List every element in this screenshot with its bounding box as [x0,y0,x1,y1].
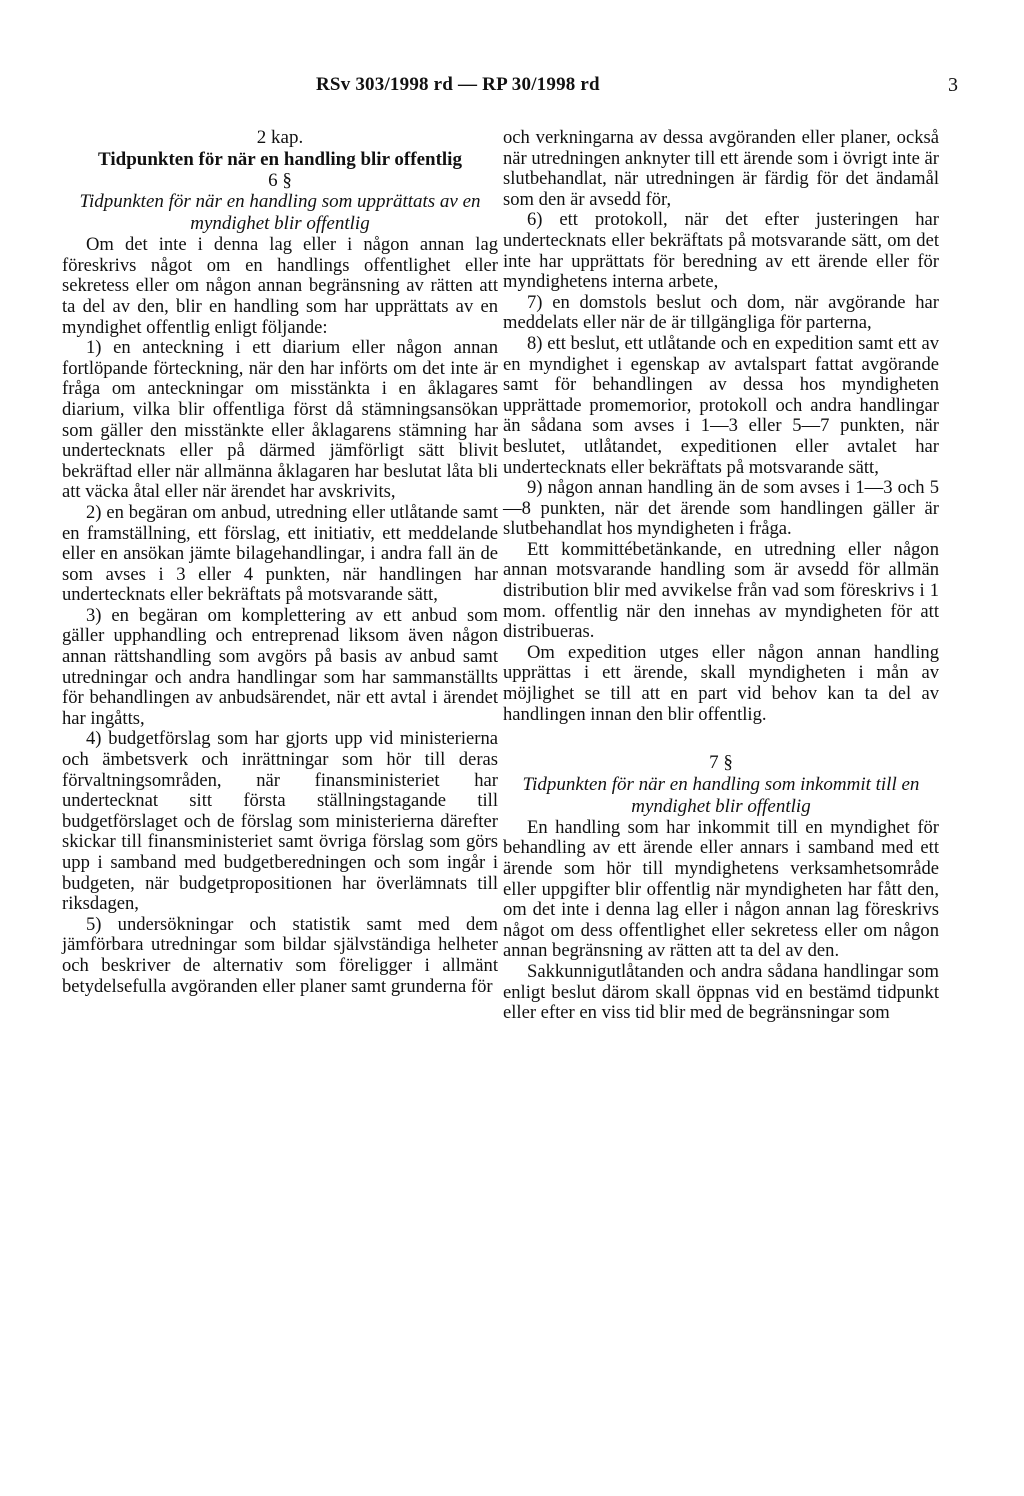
paragraph: Om expedition utges eller någon annan handling upprättas i ett ärende, skall myndigheten i mån av möjlighet se till att en part vid behov kan ta del av handlingen innan den blir offentlig. [503,641,939,725]
section-7-label: 7 § [709,752,733,774]
paragraph: Sakkunnigutlåtanden och andra sådana handlingar som enligt beslut därom skall öppnas vid en bestämd tidpunkt eller efter en viss tid blir med de begränsningar som [503,960,939,1024]
section-6-subheading: Tidpunkten för när en handling som upprättats av en myndighet blir offentlig [79,191,481,235]
list-item-2: 2) en begäran om anbud, utredning eller utlåtande samt en framställning, ett förslag, ett initiativ, ett meddelande eller en ansökan jämte bilagehandlingar, i andra fall än de som avses i 3 eller 4 punkten, när handlingen har undertecknats eller bekräftats på motsvarande sätt, [62,501,498,606]
list-item-7: 7) en domstols beslut och dom, när avgörande har meddelats eller när de är tillgängliga för parterna, [503,291,939,334]
list-item-6: 6) ett protokoll, när det efter justeringen har undertecknats eller bekräftats på motsvarande sätt, om det inte har upprättats för beredning av ett ärende eller för myndighetens interna arbete, [503,209,939,293]
right-column [503,128,939,1024]
page-number: 3 [948,74,958,96]
left-column [62,128,498,997]
page-header [0,74,1024,104]
list-item-5-continued: och verkningarna av dessa avgöranden eller planer, också när utredningen anknyter till ett ärende som i övrigt inte är slutbehandlat, när utredningen är färdig för det ändamål som den är avsedd för, [503,127,939,210]
list-item-5: 5) undersökningar och statistik samt med dem jämförbara utredningar som bildar självständiga helheter och beskriver de alternativ som föreligger i allmänt betydelsefulla avgöranden eller planer samt grunderna för [62,913,498,997]
chapter-heading: Tidpunkten för när en handling blir offentlig [98,148,462,170]
section-6-label: 6 § [268,169,292,191]
list-item-3: 3) en begäran om komplettering av ett anbud som gäller upphandling och entreprenad liksom även någon annan rättshandling som avgörs på basis av anbud samt utredningar och andra handlingar som har sammanställts för behandlingen av anbudsärendet, när ett avtal i ärendet har ingåtts, [62,604,498,729]
section-7-subheading: Tidpunkten för när en handling som inkommit till en myndighet blir offentlig [522,773,920,817]
paragraph: Ett kommittébetänkande, en utredning eller någon annan motsvarande handling som är avsedd för allmän distribution blir med avvikelse från vad som föreskrivs i 1 mom. offentlig när den innehas av myndigheten för att distribueras. [503,538,939,643]
list-item-9: 9) någon annan handling än de som avses i 1—3 och 5—8 punkten, när det ärende som handlingen gäller är slutbehandlat hos myndigheten i fråga. [503,477,939,540]
chapter-label: 2 kap. [256,127,304,148]
list-item-4: 4) budgetförslag som har gjorts upp vid ministerierna och ämbetsverk och inrättningar som hör till deras förvaltningsområden, när finansministeriet har undertecknat sitt första ställningstagande till budgetförslaget och de förslag som ministerierna därefter skickar till finansministeriet samt övriga förslag som görs upp i samband med budgetberedningen och som ingår i budgeten, när budgetpropositionen har överlämnats till riksdagen, [62,728,498,915]
running-title: RSv 303/1998 rd — RP 30/1998 rd [316,74,600,95]
list-item-1: 1) en anteckning i ett diarium eller någon annan fortlöpande förteckning, när den har införts om det inte är fråga om anteckningar om misstänkta i en åklagares diarium, vilka blir offentliga först då stämningsansökan som gäller den misstänkte eller åklagarens stämning har undertecknats eller på därmed jämförligt sätt blivit bekräftad eller när allmänna åklagaren har beslutat låta bli att väcka åtal eller när ärendet har avskrivits, [62,337,498,503]
list-item-8: 8) ett beslut, ett utlåtande och en expedition samt ett av en myndighet i egenskap av avtalspart fattat avgörande samt för behandlingen av dessa hos myndigheten upprättade promemorior, protokoll och andra handlingar än sådana som avses i 1—3 eller 5—7 punkten, när beslutet, utlåtandet, expeditionen eller avtalet har undertecknats eller bekräftats på motsvarande sätt, [503,332,939,478]
paragraph: Om det inte i denna lag eller i någon annan lag föreskrivs något om en handlings offentlighet eller sekretess eller om någon annan begränsning av rätten att ta del av den, blir en handling som har upprättats av en myndighet offentlig enligt följande: [62,234,498,338]
paragraph: En handling som har inkommit till en myndighet för behandling av ett ärende eller annars i samband med ett ärende som hör till myndighetens verksamhetsområde eller uppgifter blir offentlig när myndigheten har fått den, om det inte i denna lag eller i någon annan lag föreskrivs något om dess offentlighet eller sekretess eller om någon annan begränsning av rätten att ta del av den. [503,816,939,962]
